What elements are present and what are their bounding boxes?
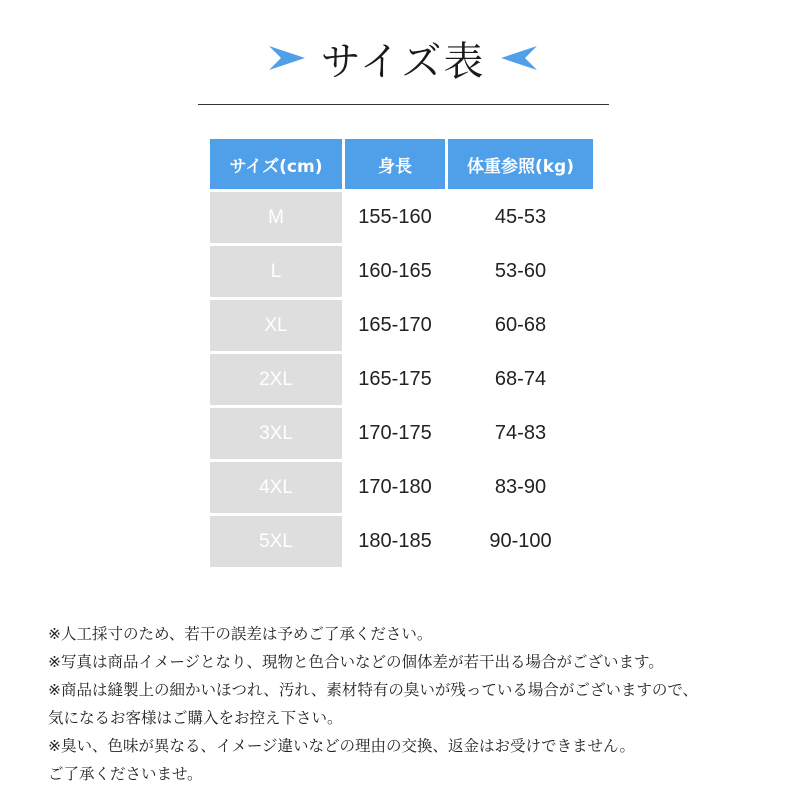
table-row: [210, 354, 593, 405]
size-cell: XL: [210, 300, 342, 351]
header-weight: 体重参照(kg): [448, 139, 593, 189]
title-row: [0, 28, 806, 88]
weight-cell: 74-83: [494, 422, 547, 444]
table-row: [210, 408, 593, 459]
size-cell: M: [210, 192, 342, 243]
height-cell: 170-175: [358, 422, 432, 444]
height-cell: 155-160: [358, 206, 432, 228]
size-cell: 2XL: [210, 354, 342, 405]
chevron-right-icon: [267, 43, 307, 73]
weight-cell: 83-90: [494, 476, 547, 498]
note-line: ※人工採寸のため、若干の誤差は予めご了承ください。: [48, 625, 433, 643]
weight-cell: 45-53: [494, 206, 547, 228]
chevron-left-icon: [499, 43, 539, 73]
header-size: サイズ(cm): [210, 139, 342, 189]
page-title: サイズ表: [320, 38, 486, 85]
note-line: ※臭い、色味が異なる、イメージ違いなどの理由の交換、返金はお受けできません。: [48, 737, 635, 755]
table-header-row: [210, 139, 593, 189]
height-cell: 170-180: [358, 476, 432, 498]
weight-cell: 90-100: [489, 530, 552, 552]
note-line: ご了承くださいませ。: [48, 765, 203, 783]
height-cell: 180-185: [358, 530, 432, 552]
weight-cell: 53-60: [494, 260, 547, 282]
height-cell: 160-165: [358, 260, 432, 282]
weight-cell: 68-74: [494, 368, 547, 390]
weight-cell: 60-68: [494, 314, 547, 336]
note-line: ※商品は縫製上の細かいほつれ、汚れ、素材特有の臭いが残っている場合がございますので、: [48, 681, 699, 699]
table-row: [210, 462, 593, 513]
note-line: ※写真は商品イメージとなり、現物と色合いなどの個体差が若干出る場合がございます。: [48, 653, 664, 671]
height-cell: 165-170: [358, 314, 432, 336]
note-line: 気になるお客様はご購入をお控え下さい。: [48, 709, 343, 727]
size-table: [207, 136, 596, 570]
table-row: [210, 300, 593, 351]
size-cell: L: [210, 246, 342, 297]
table-row: [210, 246, 593, 297]
height-cell: 165-175: [358, 368, 432, 390]
table-row: [210, 516, 593, 567]
size-cell: 3XL: [210, 408, 342, 459]
title-divider: [198, 104, 609, 105]
size-cell: 5XL: [210, 516, 342, 567]
notes: [48, 620, 788, 788]
size-cell: 4XL: [210, 462, 342, 513]
table-row: [210, 192, 593, 243]
header-height: 身長: [345, 139, 445, 189]
